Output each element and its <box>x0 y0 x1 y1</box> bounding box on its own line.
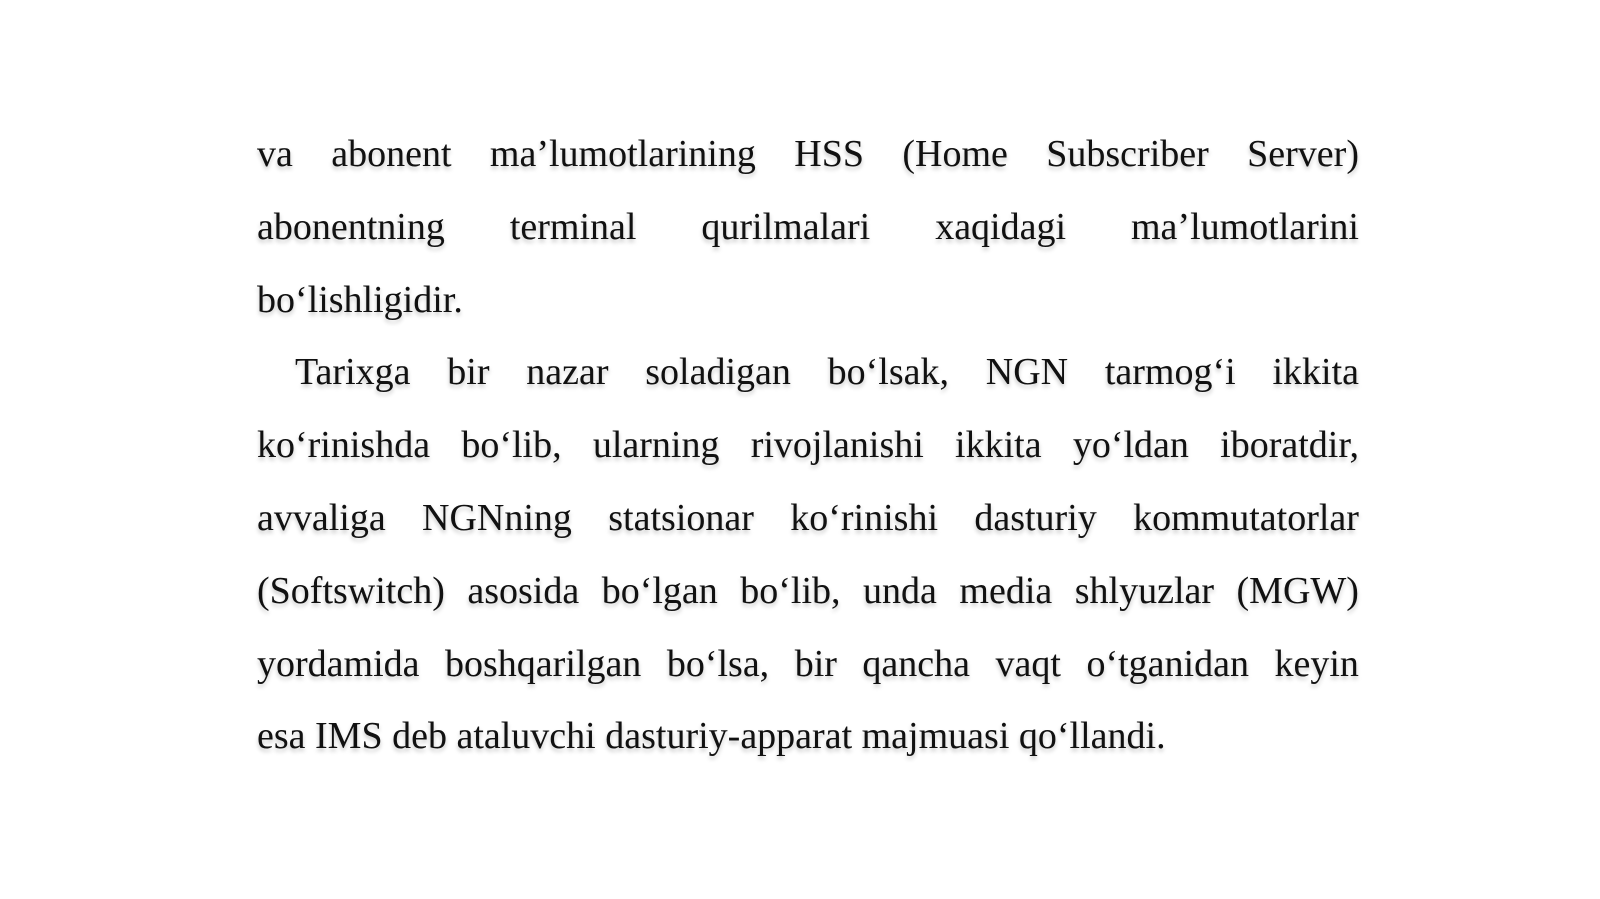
text-line <box>257 409 1359 482</box>
word: abonentning <box>257 205 445 248</box>
word: bo‘lib, <box>461 424 562 467</box>
word: Tarixga <box>295 351 411 394</box>
word: tarmog‘i <box>1104 351 1236 394</box>
word: ma’lumotlarining <box>489 133 756 175</box>
word: avvaliga <box>257 496 386 539</box>
word: bir <box>794 642 837 685</box>
word: statsionar <box>608 496 754 539</box>
word: nazar <box>526 351 609 394</box>
word: bo‘lsak, <box>827 351 950 394</box>
word: rivojlanishi <box>750 424 924 467</box>
word: yordamida <box>257 642 420 685</box>
word: va <box>257 133 293 175</box>
text-line <box>257 555 1359 628</box>
word: bo‘lib, <box>740 569 841 612</box>
text-line <box>257 118 1359 191</box>
word: shlyuzlar <box>1074 569 1215 612</box>
word: (Home <box>902 133 1008 175</box>
text-line <box>257 628 1359 701</box>
word: (MGW) <box>1236 569 1359 612</box>
word: o‘tganidan <box>1086 642 1249 685</box>
word: keyin <box>1274 642 1359 685</box>
word: ko‘rinishda <box>257 424 431 467</box>
word: bo‘lsa, <box>666 642 770 685</box>
word: abonent <box>331 133 452 175</box>
word: bir <box>447 351 490 394</box>
document-text <box>257 118 1359 773</box>
word: terminal <box>509 205 637 248</box>
word: asosida <box>467 569 580 612</box>
word: qancha <box>862 642 971 685</box>
word: NGNning <box>422 496 572 539</box>
word: vaqt <box>995 642 1061 685</box>
word: dasturiy <box>974 496 1097 539</box>
word: ikkita <box>1272 351 1359 394</box>
word: xaqidagi <box>935 205 1067 248</box>
word: HSS <box>794 133 864 175</box>
word: iboratdir, <box>1220 424 1359 467</box>
word: (Softswitch) <box>257 569 445 612</box>
text-line: bo‘lishligidir. <box>257 278 463 321</box>
word: qurilmalari <box>701 205 871 248</box>
word: ma’lumotlarini <box>1131 205 1359 248</box>
word: Subscriber <box>1046 133 1209 175</box>
word: ularning <box>592 424 720 467</box>
text-line <box>257 336 1359 409</box>
word: boshqarilgan <box>445 642 642 685</box>
word: unda <box>863 569 937 612</box>
word: NGN <box>985 351 1069 394</box>
text-line: esa IMS deb ataluvchi dasturiy-apparat majmuasi qo‘llandi. <box>257 715 1166 758</box>
word: ko‘rinishi <box>790 496 939 539</box>
word: yo‘ldan <box>1072 424 1189 467</box>
word: media <box>959 569 1053 612</box>
text-line <box>257 482 1359 555</box>
word: soladigan <box>645 351 791 394</box>
text-line <box>257 191 1359 264</box>
word: Server) <box>1247 133 1359 175</box>
word: ikkita <box>955 424 1042 467</box>
word: bo‘lgan <box>601 569 718 612</box>
word: kommutatorlar <box>1133 496 1359 539</box>
